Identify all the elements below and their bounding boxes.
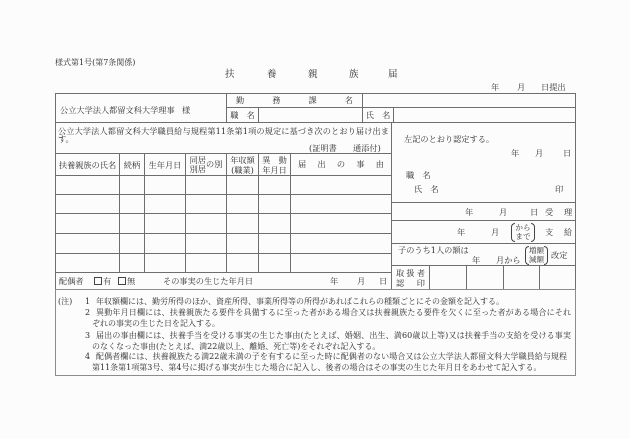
column-header-relationship: 続柄 [119, 153, 145, 176]
receipt-row [391, 202, 576, 221]
department-field[interactable] [362, 93, 576, 108]
child-year-label: 年 [472, 255, 481, 265]
department-label-char: 名 [344, 95, 353, 105]
receipt-label-char: 理 [564, 207, 573, 217]
seal-label: 印 [555, 184, 564, 194]
cell-reason[interactable] [290, 213, 392, 234]
payment-label-char: 支 [545, 227, 554, 237]
column-header-change-date [258, 153, 291, 176]
cell-reason[interactable] [290, 175, 392, 195]
submission-month-label: 月 [517, 82, 526, 92]
child-month-from-label: 月から [496, 255, 521, 265]
handler-label-bottom [396, 279, 425, 288]
revision-label: 改定 [551, 250, 568, 260]
declaration-cell [55, 122, 392, 154]
checkbox-no[interactable] [118, 277, 126, 285]
handler-label-char: 者 [416, 268, 425, 278]
cell-reason[interactable] [290, 194, 392, 214]
column-header-birth-date: 生年月日 [144, 153, 186, 176]
cell-annual-income[interactable] [226, 175, 259, 195]
range-until: まで [515, 232, 531, 241]
cohabitation-bottom: 別居 [189, 163, 206, 174]
cell-birth-date[interactable] [144, 175, 186, 195]
cell-annual-income[interactable] [226, 233, 259, 254]
position-label: 職 名 [226, 107, 259, 123]
notes-label: (注) [58, 297, 73, 306]
spouse-option-no[interactable] [118, 277, 135, 286]
cell-birth-date[interactable] [144, 194, 186, 214]
range-from: から [515, 223, 531, 232]
addressee-cell [55, 93, 227, 123]
cell-change-date[interactable] [258, 194, 291, 214]
attachment-label: (証明書 [309, 143, 337, 153]
note-line: 届出の事由欄には、扶養手当を受ける事実の生じた事由(たとえば、婚姻、出生、満60歳以上等)又は扶養手当の支給を受ける事実 [96, 331, 571, 340]
cell-name[interactable] [55, 233, 120, 254]
title-char: 養 [267, 69, 277, 80]
cell-birth-date[interactable] [144, 233, 186, 254]
cell-relationship[interactable] [119, 175, 145, 195]
addressee-honorific: 様 [182, 105, 191, 115]
payment-row [391, 220, 576, 244]
note-number: 4 [85, 352, 91, 361]
notes-box [55, 289, 576, 376]
declaration-line: す。 [58, 134, 74, 144]
spouse-option-yes[interactable] [94, 277, 111, 286]
cohabitation-suffix: の別 [206, 159, 223, 169]
name-label: 氏 名 [362, 107, 394, 123]
title-char: 族 [349, 69, 359, 80]
cell-reason[interactable] [290, 253, 392, 273]
cell-cohabitation[interactable] [185, 233, 227, 254]
approval-month-label: 月 [535, 148, 544, 158]
child-amount-row [391, 243, 576, 266]
receipt-label-char: 受 [545, 207, 554, 217]
header-line: 年収額 [230, 154, 255, 165]
approver-name-label: 氏 名 [414, 184, 439, 194]
fact-date-label: その事実の生じた年月日 [163, 276, 254, 286]
declaration-line: 公立大学法人都留文科大学職員給与規程第11条第1項の規定に基づき次のとおり届け出ま [58, 127, 389, 136]
cell-change-date[interactable] [258, 253, 291, 273]
department-label-char: 課 [308, 95, 317, 105]
header-line: (職業) [231, 164, 254, 175]
checkbox-yes[interactable] [94, 277, 102, 285]
form-number: 様式第1号(第7条関係) [55, 58, 136, 67]
column-header-name: 扶養親族の氏名 [55, 153, 120, 176]
cell-reason[interactable] [290, 233, 392, 254]
handler-label-char: 取 [396, 268, 405, 278]
checkbox-yes-label: 有 [103, 276, 112, 286]
payment-range-bracket [511, 223, 535, 242]
note-number: 1 [85, 297, 91, 306]
cell-cohabitation[interactable] [185, 175, 227, 195]
header-char: 届 [298, 159, 307, 169]
cell-annual-income[interactable] [226, 253, 259, 273]
approval-year-label: 年 [511, 148, 520, 158]
cell-name[interactable] [55, 253, 120, 273]
change-decrease: 減額 [528, 255, 545, 264]
note-line: ぞれの事実の生じた日を記入する。 [92, 319, 220, 328]
note-line: 第11条第1項第3号、第4号に掲げる事実が生じた場合に記入し、後者の場合はその事実の生じた年月日をあわせて記入する。 [92, 363, 542, 372]
handler-label-char: 認 [396, 278, 405, 288]
spouse-label: 配偶者 [59, 276, 84, 286]
spouse-row [55, 272, 392, 290]
note-number: 2 [85, 308, 91, 317]
approval-statement: 左記のとおり認定する。 [404, 134, 495, 144]
department-label-char: 務 [272, 95, 281, 105]
cell-cohabitation[interactable] [185, 213, 227, 234]
payment-month-label: 月 [491, 227, 500, 237]
approver-position-label: 職 名 [406, 170, 431, 180]
receipt-year-label: 年 [465, 207, 474, 217]
handler-label-char: 印 [416, 278, 425, 288]
title-char: 扶 [225, 69, 235, 80]
cell-change-date[interactable] [258, 233, 291, 254]
note-line: 異動年月日欄には、扶養親族たる要件を具備するに至った者がある場合又は扶養親族たる要件を欠くに至った者がある場合にそれ [96, 308, 571, 317]
column-header-annual-income [226, 153, 259, 176]
cell-relationship[interactable] [119, 253, 145, 273]
cell-cohabitation[interactable] [185, 253, 227, 273]
handler-label-char: 扱 [406, 268, 415, 278]
handler-seal-cell[interactable] [539, 265, 576, 290]
payment-year-label: 年 [457, 227, 466, 237]
column-header-cohabitation [185, 153, 227, 176]
cell-name[interactable] [55, 194, 120, 214]
approval-box [391, 122, 576, 203]
cell-relationship[interactable] [119, 194, 145, 214]
cell-change-date[interactable] [258, 213, 291, 234]
receipt-month-label: 月 [499, 207, 508, 217]
cohabitation-top: 同居 [189, 154, 206, 165]
cell-birth-date[interactable] [144, 253, 186, 273]
cell-cohabitation[interactable] [185, 194, 227, 214]
column-header-reason [290, 153, 392, 176]
approval-day-label: 日 [563, 148, 572, 158]
submission-day-label: 日提出 [541, 82, 566, 92]
fact-day-label: 日 [379, 276, 388, 286]
header-char: 出 [317, 159, 326, 169]
name-field[interactable] [393, 107, 576, 123]
header-char: 由 [375, 159, 384, 169]
attachment-suffix: 通添付) [353, 143, 381, 153]
cell-change-date[interactable] [258, 175, 291, 195]
department-label [236, 96, 353, 105]
submission-year-label: 年 [491, 82, 500, 92]
department-label-char: 勤 [236, 95, 245, 105]
receipt-day-label: 日 [530, 207, 539, 217]
addressee: 公立大学法人都留文科大学理事 [60, 105, 175, 115]
handler-seal-label-cell [391, 265, 430, 290]
fact-year-label: 年 [330, 276, 339, 286]
change-increase: 増額 [528, 246, 545, 255]
header-line: 年月日 [262, 164, 287, 175]
child-amount-text: 子のうち1人の額は [398, 245, 469, 255]
title-char: 親 [308, 69, 318, 80]
cell-annual-income[interactable] [226, 194, 259, 214]
handler-label-top [396, 269, 425, 278]
cell-relationship[interactable] [119, 213, 145, 234]
payment-label-char: 給 [564, 227, 573, 237]
cell-name[interactable] [55, 175, 120, 195]
note-number: 3 [85, 331, 91, 340]
handler-seal-cell[interactable] [503, 265, 540, 290]
cell-birth-date[interactable] [144, 213, 186, 234]
cell-relationship[interactable] [119, 233, 145, 254]
position-field[interactable] [258, 107, 363, 123]
header-char: の [336, 159, 346, 169]
handler-seal-cell[interactable] [466, 265, 504, 290]
header-char: 事 [356, 159, 365, 169]
department-label-cell [226, 93, 363, 108]
fact-month-label: 月 [357, 276, 366, 286]
title-char: 届 [388, 69, 398, 80]
change-bracket [525, 246, 548, 265]
handler-seal-cell[interactable] [429, 265, 467, 290]
note-line: のなくなった事由(たとえば、満22歳以上、離婚、死亡等)をそれぞれ記入する。 [92, 342, 381, 351]
cell-annual-income[interactable] [226, 213, 259, 234]
note-line: 年収額欄には、勤労所得のほか、資産所得、事業所得等の所得があればこれらの種類ごとにその金額を記入する。 [96, 297, 504, 306]
cell-name[interactable] [55, 213, 120, 234]
checkbox-no-label: 無 [127, 276, 136, 286]
header-line: 異 動 [262, 154, 287, 165]
note-line: 配偶者欄には、扶養親族たる満22歳未満の子を有するに至った時に配偶者のない場合又は公立大学法人都留文科大学職員給与規程 [96, 352, 567, 361]
